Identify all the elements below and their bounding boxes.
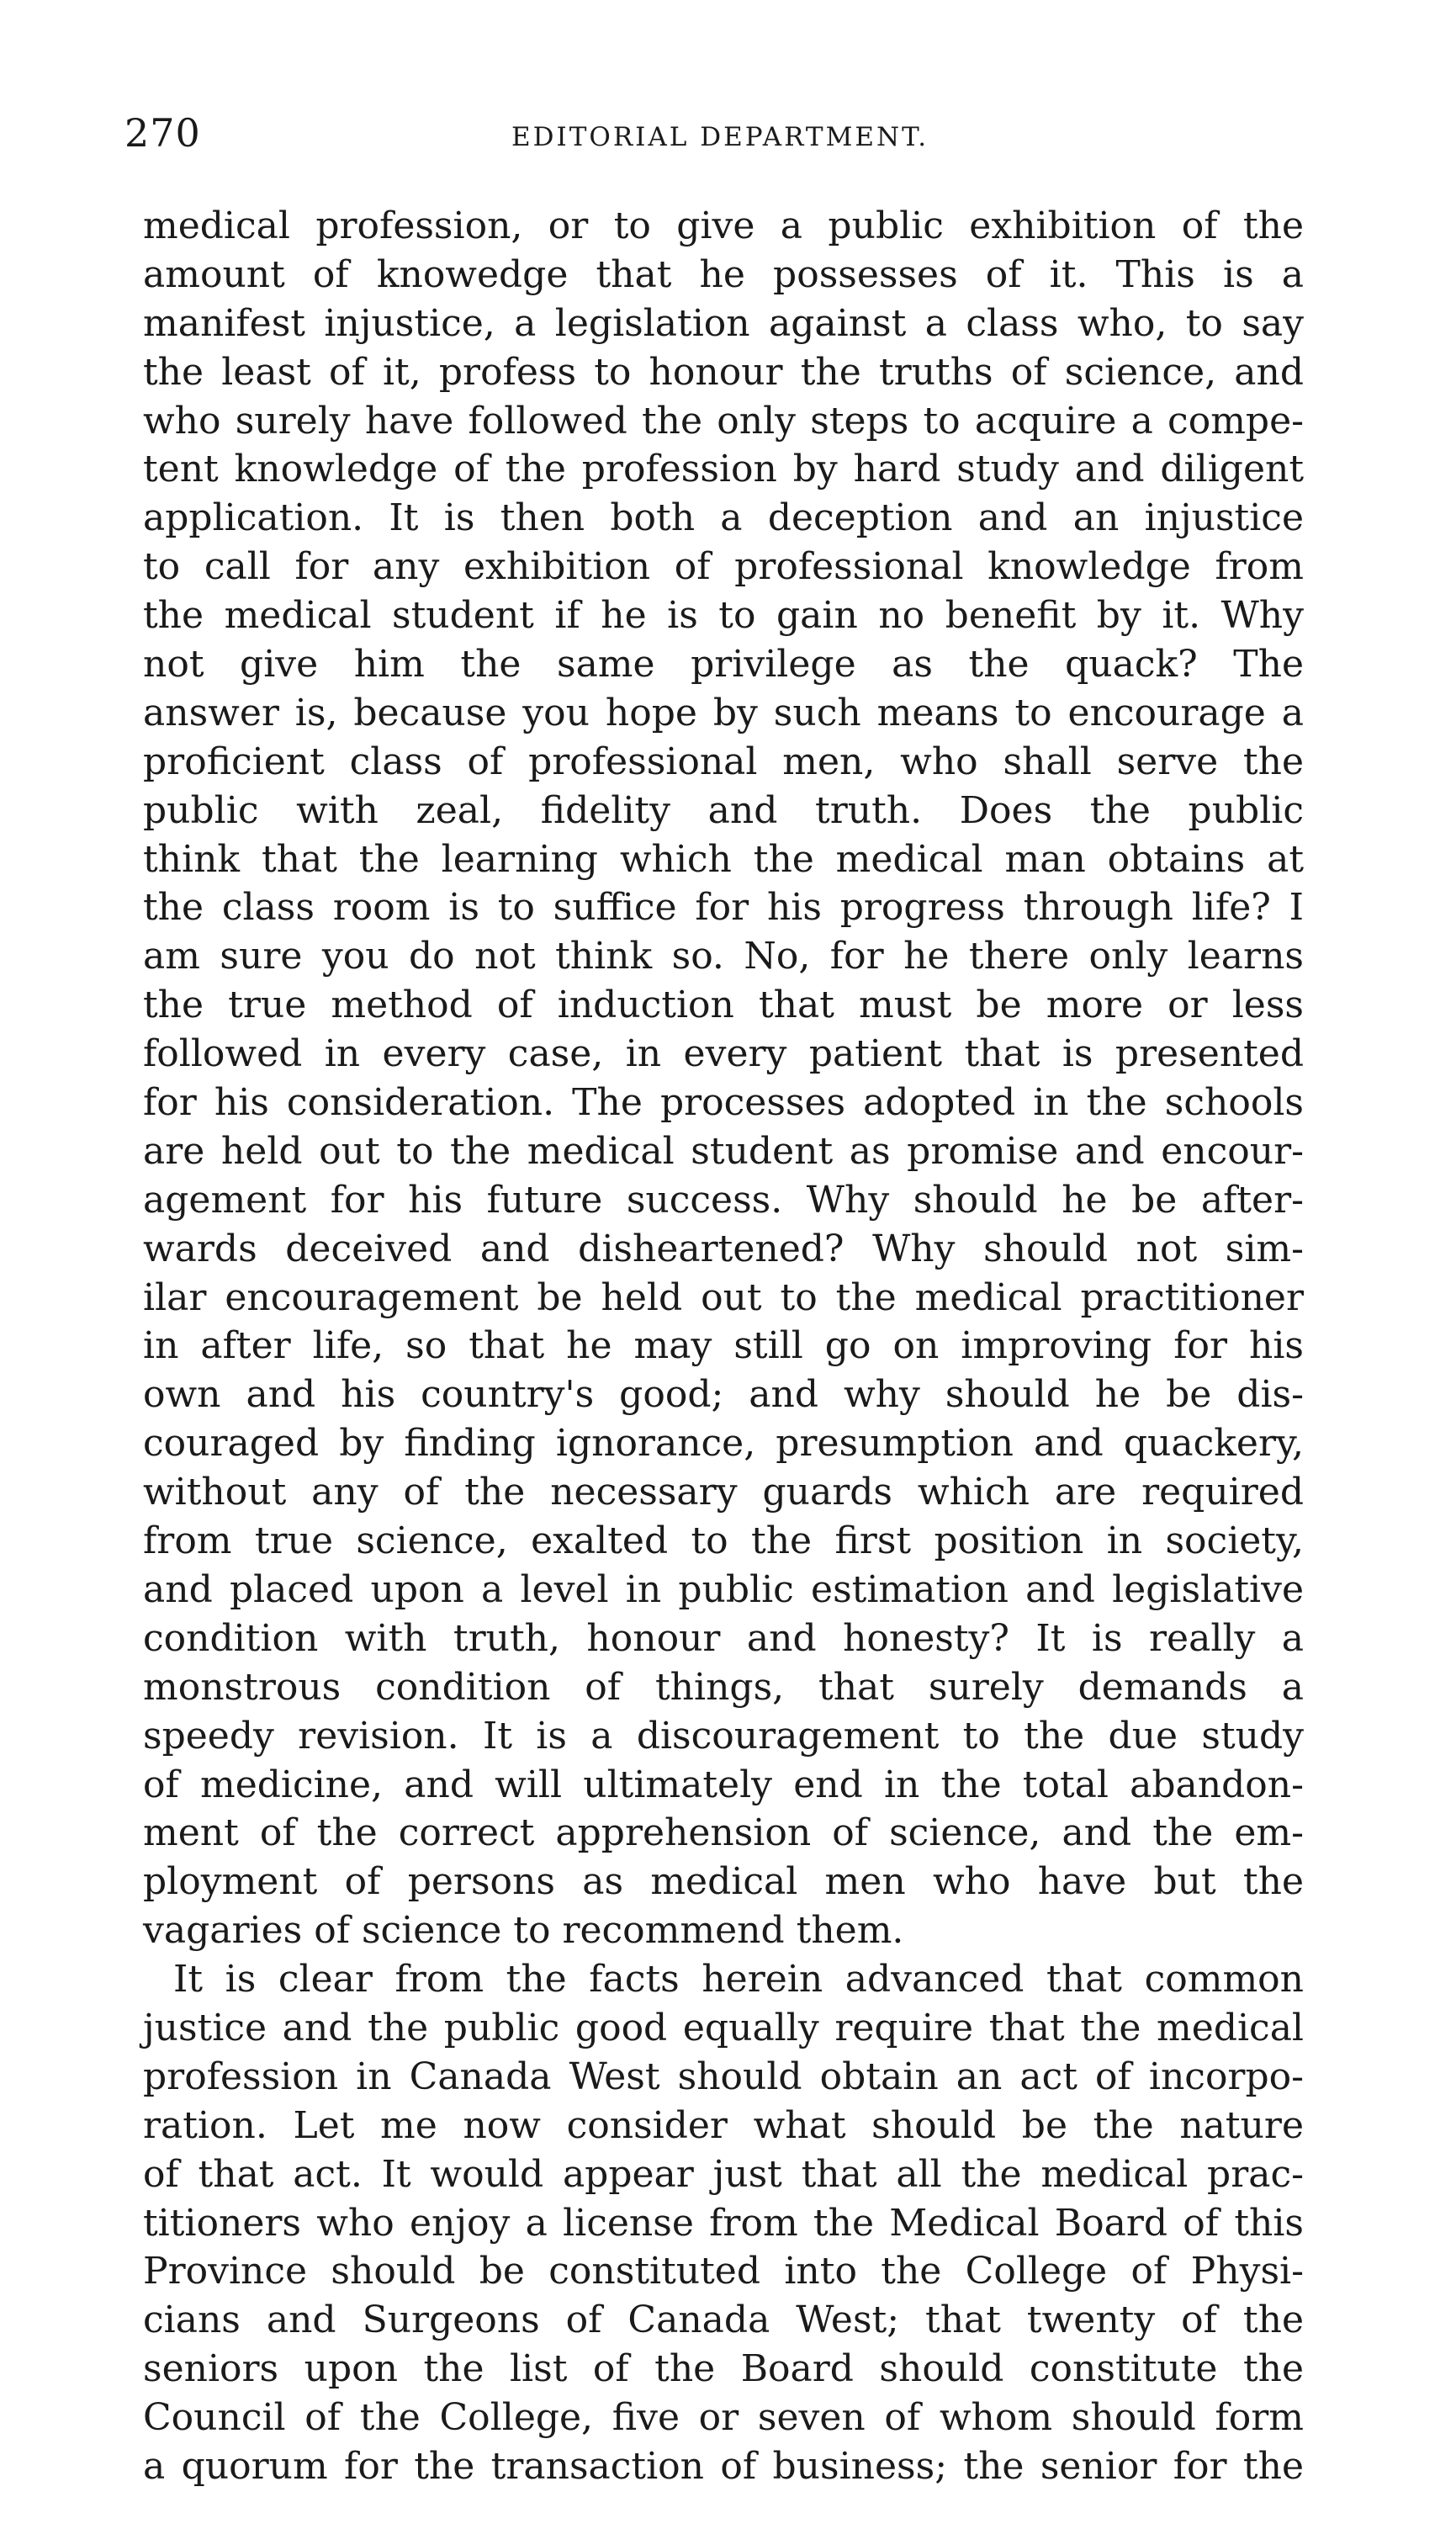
text-line: couraged by finding ignorance, presumption and quackery,	[143, 1422, 1304, 1466]
paragraph-2	[143, 1955, 1304, 2491]
text-line: monstrous condition of things, that surely demands a	[143, 1665, 1304, 1709]
text-line: from true science, exalted to the first position in society,	[143, 1519, 1304, 1563]
text-line: ployment of persons as medical men who have but the	[143, 1860, 1304, 1904]
page-number: 270	[124, 110, 201, 156]
running-title: EDITORIAL DEPARTMENT.	[511, 122, 929, 152]
text-line: the least of it, profess to honour the truths of science, and	[143, 350, 1304, 394]
text-line: of that act. It would appear just that all the medical prac-	[143, 2152, 1304, 2196]
text-line: to call for any exhibition of professional knowledge from	[143, 545, 1304, 589]
text-line: justice and the public good equally require that the medical	[143, 2006, 1304, 2049]
text-line: It is clear from the facts herein advanced that common	[173, 1958, 1304, 2002]
text-line: application. It is then both a deception and an injustice	[143, 496, 1304, 540]
text-line: Province should be constituted into the College of Physi-	[143, 2250, 1304, 2293]
text-line: in after life, so that he may still go on improving for his	[143, 1324, 1304, 1368]
body-text	[143, 202, 1304, 2491]
text-line: public with zeal, fidelity and truth. Does the public	[143, 788, 1304, 832]
text-line: are held out to the medical student as promise and encour-	[143, 1129, 1304, 1173]
page-header	[124, 108, 1353, 175]
text-line: agement for his future success. Why should he be after-	[143, 1178, 1304, 1222]
text-line: ilar encouragement be held out to the medical practitioner	[143, 1275, 1304, 1319]
text-line: not give him the same privilege as the quack? The	[143, 643, 1304, 687]
text-line: the class room is to suffice for his progress through life? I	[143, 886, 1304, 930]
text-line: tent knowledge of the profession by hard study and diligent	[143, 448, 1304, 491]
text-line: who surely have followed the only steps to acquire a compe-	[143, 399, 1304, 443]
text-line: speedy revision. It is a discouragement to the due study	[143, 1714, 1304, 1758]
text-line: vagaries of science to recommend them.	[143, 1909, 904, 1953]
text-line: titioners who enjoy a license from the Medical Board of this	[143, 2201, 1304, 2245]
text-line: think that the learning which the medical man obtains at	[143, 837, 1304, 881]
text-line: and placed upon a level in public estimation and legislative	[143, 1567, 1304, 1611]
text-line: the true method of induction that must be more or less	[143, 984, 1304, 1027]
text-line: Council of the College, five or seven of whom should form	[143, 2396, 1304, 2440]
text-line: amount of knowedge that he possesses of it. This is a	[143, 252, 1304, 296]
text-line: seniors upon the list of the Board should constitute the	[143, 2347, 1304, 2391]
text-line: manifest injustice, a legislation against a class who, to say	[143, 301, 1304, 345]
text-line: a quorum for the transaction of business; the senior for the	[143, 2444, 1304, 2488]
text-line: medical profession, or to give a public exhibition of the	[143, 204, 1304, 247]
text-line: the medical student if he is to gain no benefit by it. Why	[143, 594, 1304, 638]
text-line: profession in Canada West should obtain an act of incorpo-	[143, 2055, 1304, 2098]
text-line: own and his country's good; and why should he be dis-	[143, 1373, 1304, 1417]
text-line: wards deceived and disheartened? Why should not sim-	[143, 1227, 1304, 1270]
paragraph-1	[143, 202, 1304, 1955]
text-line: without any of the necessary guards which are required	[143, 1471, 1304, 1514]
text-line: followed in every case, in every patient that is presented	[143, 1032, 1304, 1076]
text-line: for his consideration. The processes adopted in the schools	[143, 1081, 1304, 1125]
text-line: ment of the correct apprehension of science, and the em-	[143, 1811, 1304, 1855]
text-line: condition with truth, honour and honesty? It is really a	[143, 1616, 1304, 1660]
text-line: proficient class of professional men, who shall serve the	[143, 740, 1304, 783]
text-line: cians and Surgeons of Canada West; that twenty of the	[143, 2298, 1304, 2342]
text-line: of medicine, and will ultimately end in the total abandon-	[143, 1763, 1304, 1806]
text-line: am sure you do not think so. No, for he there only learns	[143, 935, 1304, 978]
text-line: ration. Let me now consider what should be the nature	[143, 2103, 1304, 2147]
text-line: answer is, because you hope by such means to encourage a	[143, 691, 1304, 734]
